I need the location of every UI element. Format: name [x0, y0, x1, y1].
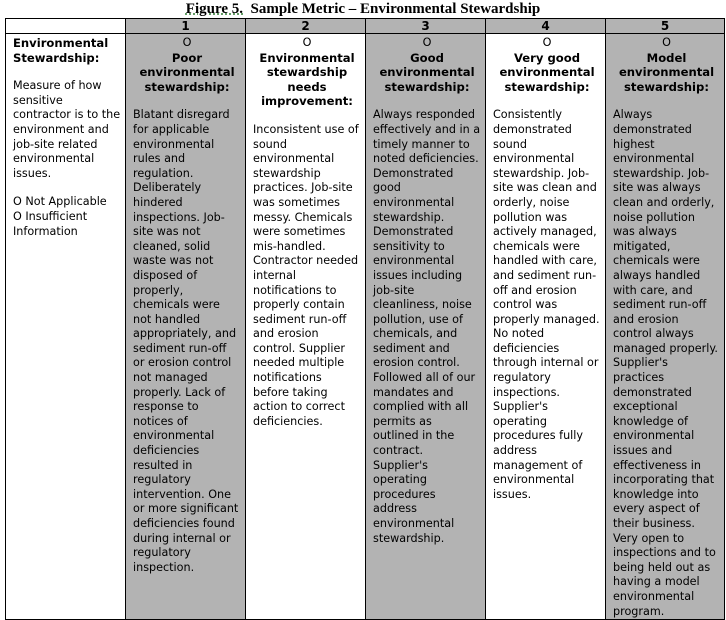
header-cell-2: 2	[246, 19, 366, 34]
level-2-radio[interactable]: O	[302, 36, 312, 49]
header-cell-5: 5	[606, 19, 725, 34]
metric-table	[5, 18, 725, 620]
level-5-radio[interactable]: O	[662, 36, 671, 49]
criterion-cell	[6, 34, 126, 620]
level-cell-2	[246, 34, 366, 620]
level-5-label: Model environmental stewardship:	[618, 50, 715, 94]
level-3-text: Always responded effectively and in a timely manner to noted deficiencies. Demonstrated good environmental stewardship. Demonstrated sensitivity to environmental issues including job-site cleanliness, noise pollution, use of chemicals, and sediment and erosion control. Followed all of our mandates and complied with all permits as outlined in the contract. Supplier's operating procedures address environmental stewardship.	[373, 108, 481, 545]
figure-title	[0, 0, 726, 18]
level-4-text: Consistently demonstrated sound environmental stewardship. Job-site was clean and orderly, noise pollution was actively managed, chemicals were handled with care, and sediment run-off and erosion control was properly managed. No noted deficiencies through internal or regulatory inspections. Supplier's operating procedures fully address management of environmental issues.	[493, 108, 600, 501]
header-row	[6, 19, 725, 34]
level-cell-5	[606, 34, 725, 620]
figure-title-text: Sample Metric – Environmental Stewardship	[250, 1, 541, 17]
option-not-applicable[interactable]: O Not Applicable	[13, 195, 107, 209]
level-4-radio[interactable]: O	[542, 36, 552, 49]
level-3-label: Good environmental stewardship:	[379, 50, 475, 94]
level-cell-1	[126, 34, 246, 620]
header-cell-3: 3	[366, 19, 486, 34]
header-cell-4: 4	[486, 19, 606, 34]
criterion-name: Environmental Stewardship:	[13, 36, 109, 65]
option-insufficient-information[interactable]: O Insufficient Information	[13, 209, 88, 238]
criterion-description: Measure of how sensitive contractor is to the environment and job-site related environmental issues.	[13, 79, 121, 180]
level-5-text: Always demonstrated highest environmental stewardship. Job-site was always clean and orderly, noise pollution was always mitigated, chemicals were always handled with care, and sediment run-off and erosion control always managed properly. Supplier's practices demonstrated exceptional knowledge of environmental issues and effectiveness in incorporating that knowledge into every aspect of their business. Very open to inspections and to being held out as having a model environmental program.	[613, 108, 718, 618]
level-3-radio[interactable]: O	[422, 36, 432, 49]
header-cell-1: 1	[126, 19, 246, 34]
level-cell-3	[366, 34, 486, 620]
figure-number: Figure 5.	[185, 1, 243, 17]
level-1-text: Blatant disregard for applicable environmental rules and regulation. Deliberately hindered inspections. Job-site was not cleaned, solid waste was not disposed of properly, chemicals were not handled appropriately, and sediment run-off or erosion control not managed properly. Lack of response to notices of environmental deficiencies resulted in regulatory intervention. One or more significant deficiencies found during internal or regulatory inspection.	[133, 108, 239, 574]
header-cell-blank	[6, 19, 126, 34]
level-2-text: Inconsistent use of sound environmental stewardship practices. Job-site was sometimes messy. Chemicals were sometimes mis-handled. Contractor needed internal notifications to properly contain sediment run-off and erosion control. Supplier needed multiple notifications before taking action to correct deficiencies.	[253, 122, 359, 428]
body-row	[6, 34, 725, 620]
level-1-radio[interactable]: O	[182, 36, 192, 49]
level-2-label: Environmental stewardship needs improvement:	[259, 50, 355, 109]
level-4-label: Very good environmental stewardship:	[499, 50, 595, 94]
level-cell-4	[486, 34, 606, 620]
level-1-label: Poor environmental stewardship:	[139, 50, 235, 94]
